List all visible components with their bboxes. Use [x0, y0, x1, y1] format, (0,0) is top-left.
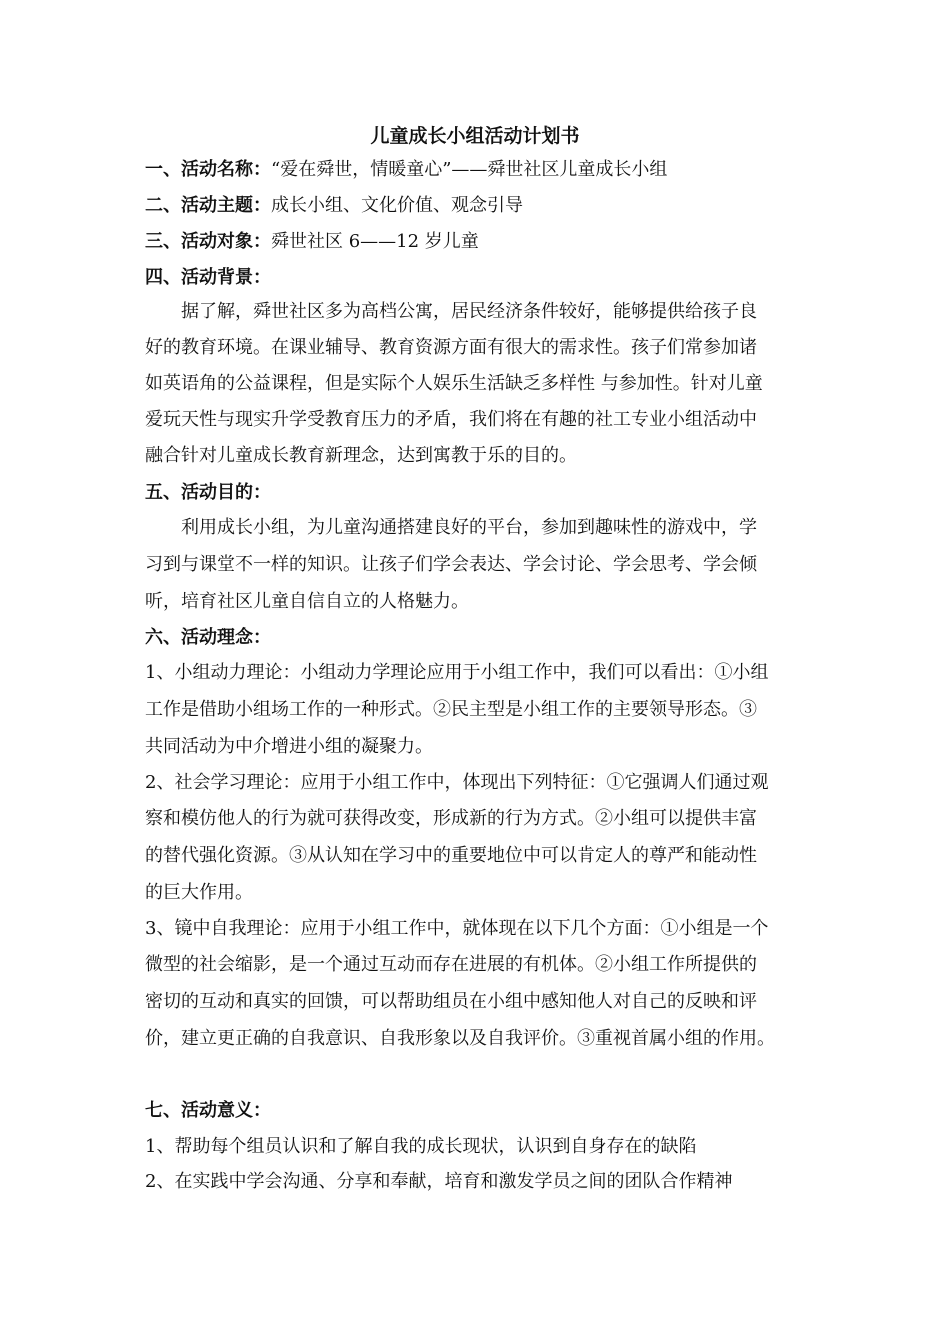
background-line: 据了解，舜世社区多为高档公寓，居民经济条件较好，能够提供给孩子良 — [181, 301, 757, 322]
significance-heading: 七、活动意义： — [145, 1100, 271, 1121]
background-line: 爱玩天性与现实升学受教育压力的矛盾，我们将在有趣的社工专业小组活动中 — [145, 409, 757, 430]
activity-target-label: 三、活动对象： — [145, 231, 271, 252]
activity-name-value: “爱在舜世，情暖童心”——舜世社区儿童成长小组 — [271, 159, 668, 180]
background-line: 如英语角的公益课程，但是实际个人娱乐生活缺乏多样性 与参加性。针对儿童 — [145, 373, 763, 394]
concept-line: 的替代强化资源。③从认知在学习中的重要地位中可以肯定人的尊严和能动性 — [145, 845, 757, 866]
concept-line: 3、镜中自我理论：应用于小组工作中，就体现在以下几个方面：①小组是一个 — [145, 918, 769, 939]
concept-line: 密切的互动和真实的回馈，可以帮助组员在小组中感知他人对自己的反映和评 — [145, 991, 757, 1012]
purpose-line: 听，培育社区儿童自信自立的人格魅力。 — [145, 591, 469, 612]
concept-line: 2、社会学习理论：应用于小组工作中，体现出下列特征：①它强调人们通过观 — [145, 772, 769, 793]
purpose-heading: 五、活动目的： — [145, 482, 271, 503]
concept-line: 共同活动为中介增进小组的凝聚力。 — [145, 736, 433, 757]
activity-target-line — [145, 224, 825, 260]
concept-line: 工作是借助小组场工作的一种形式。②民主型是小组工作的主要领导形态。③ — [145, 699, 757, 720]
activity-name-line — [145, 152, 825, 188]
concept-heading: 六、活动理念： — [145, 627, 271, 648]
concept-line: 价，建立更正确的自我意识、自我形象以及自我评价。③重视首属小组的作用。 — [145, 1028, 775, 1049]
background-line: 融合针对儿童成长教育新理念，达到寓教于乐的目的。 — [145, 445, 577, 466]
concept-line: 察和模仿他人的行为就可获得改变，形成新的行为方式。②小组可以提供丰富 — [145, 808, 757, 829]
significance-line: 1、帮助每个组员认识和了解自我的成长现状，认识到自身存在的缺陷 — [145, 1136, 697, 1157]
activity-theme-value: 成长小组、文化价值、观念引导 — [271, 195, 523, 216]
significance-line: 2、在实践中学会沟通、分享和奉献，培育和激发学员之间的团队合作精神 — [145, 1171, 733, 1192]
background-line: 好的教育环境。在课业辅导、教育资源方面有很大的需求性。孩子们常参加诸 — [145, 337, 757, 358]
document-title: 儿童成长小组活动计划书 — [370, 125, 580, 147]
purpose-line: 习到与课堂不一样的知识。让孩子们学会表达、学会讨论、学会思考、学会倾 — [145, 554, 757, 575]
concept-line: 的巨大作用。 — [145, 882, 253, 903]
activity-target-value: 舜世社区 6——12 岁儿童 — [271, 231, 479, 252]
activity-name-label: 一、活动名称： — [145, 159, 271, 180]
activity-theme-label: 二、活动主题： — [145, 195, 271, 216]
activity-theme-line — [145, 188, 825, 224]
purpose-line: 利用成长小组，为儿童沟通搭建良好的平台，参加到趣味性的游戏中，学 — [181, 517, 757, 538]
concept-line: 微型的社会缩影，是一个通过互动而存在进展的有机体。②小组工作所提供的 — [145, 954, 757, 975]
background-heading: 四、活动背景： — [145, 267, 271, 288]
concept-line: 1、小组动力理论：小组动力学理论应用于小组工作中，我们可以看出：①小组 — [145, 662, 769, 683]
